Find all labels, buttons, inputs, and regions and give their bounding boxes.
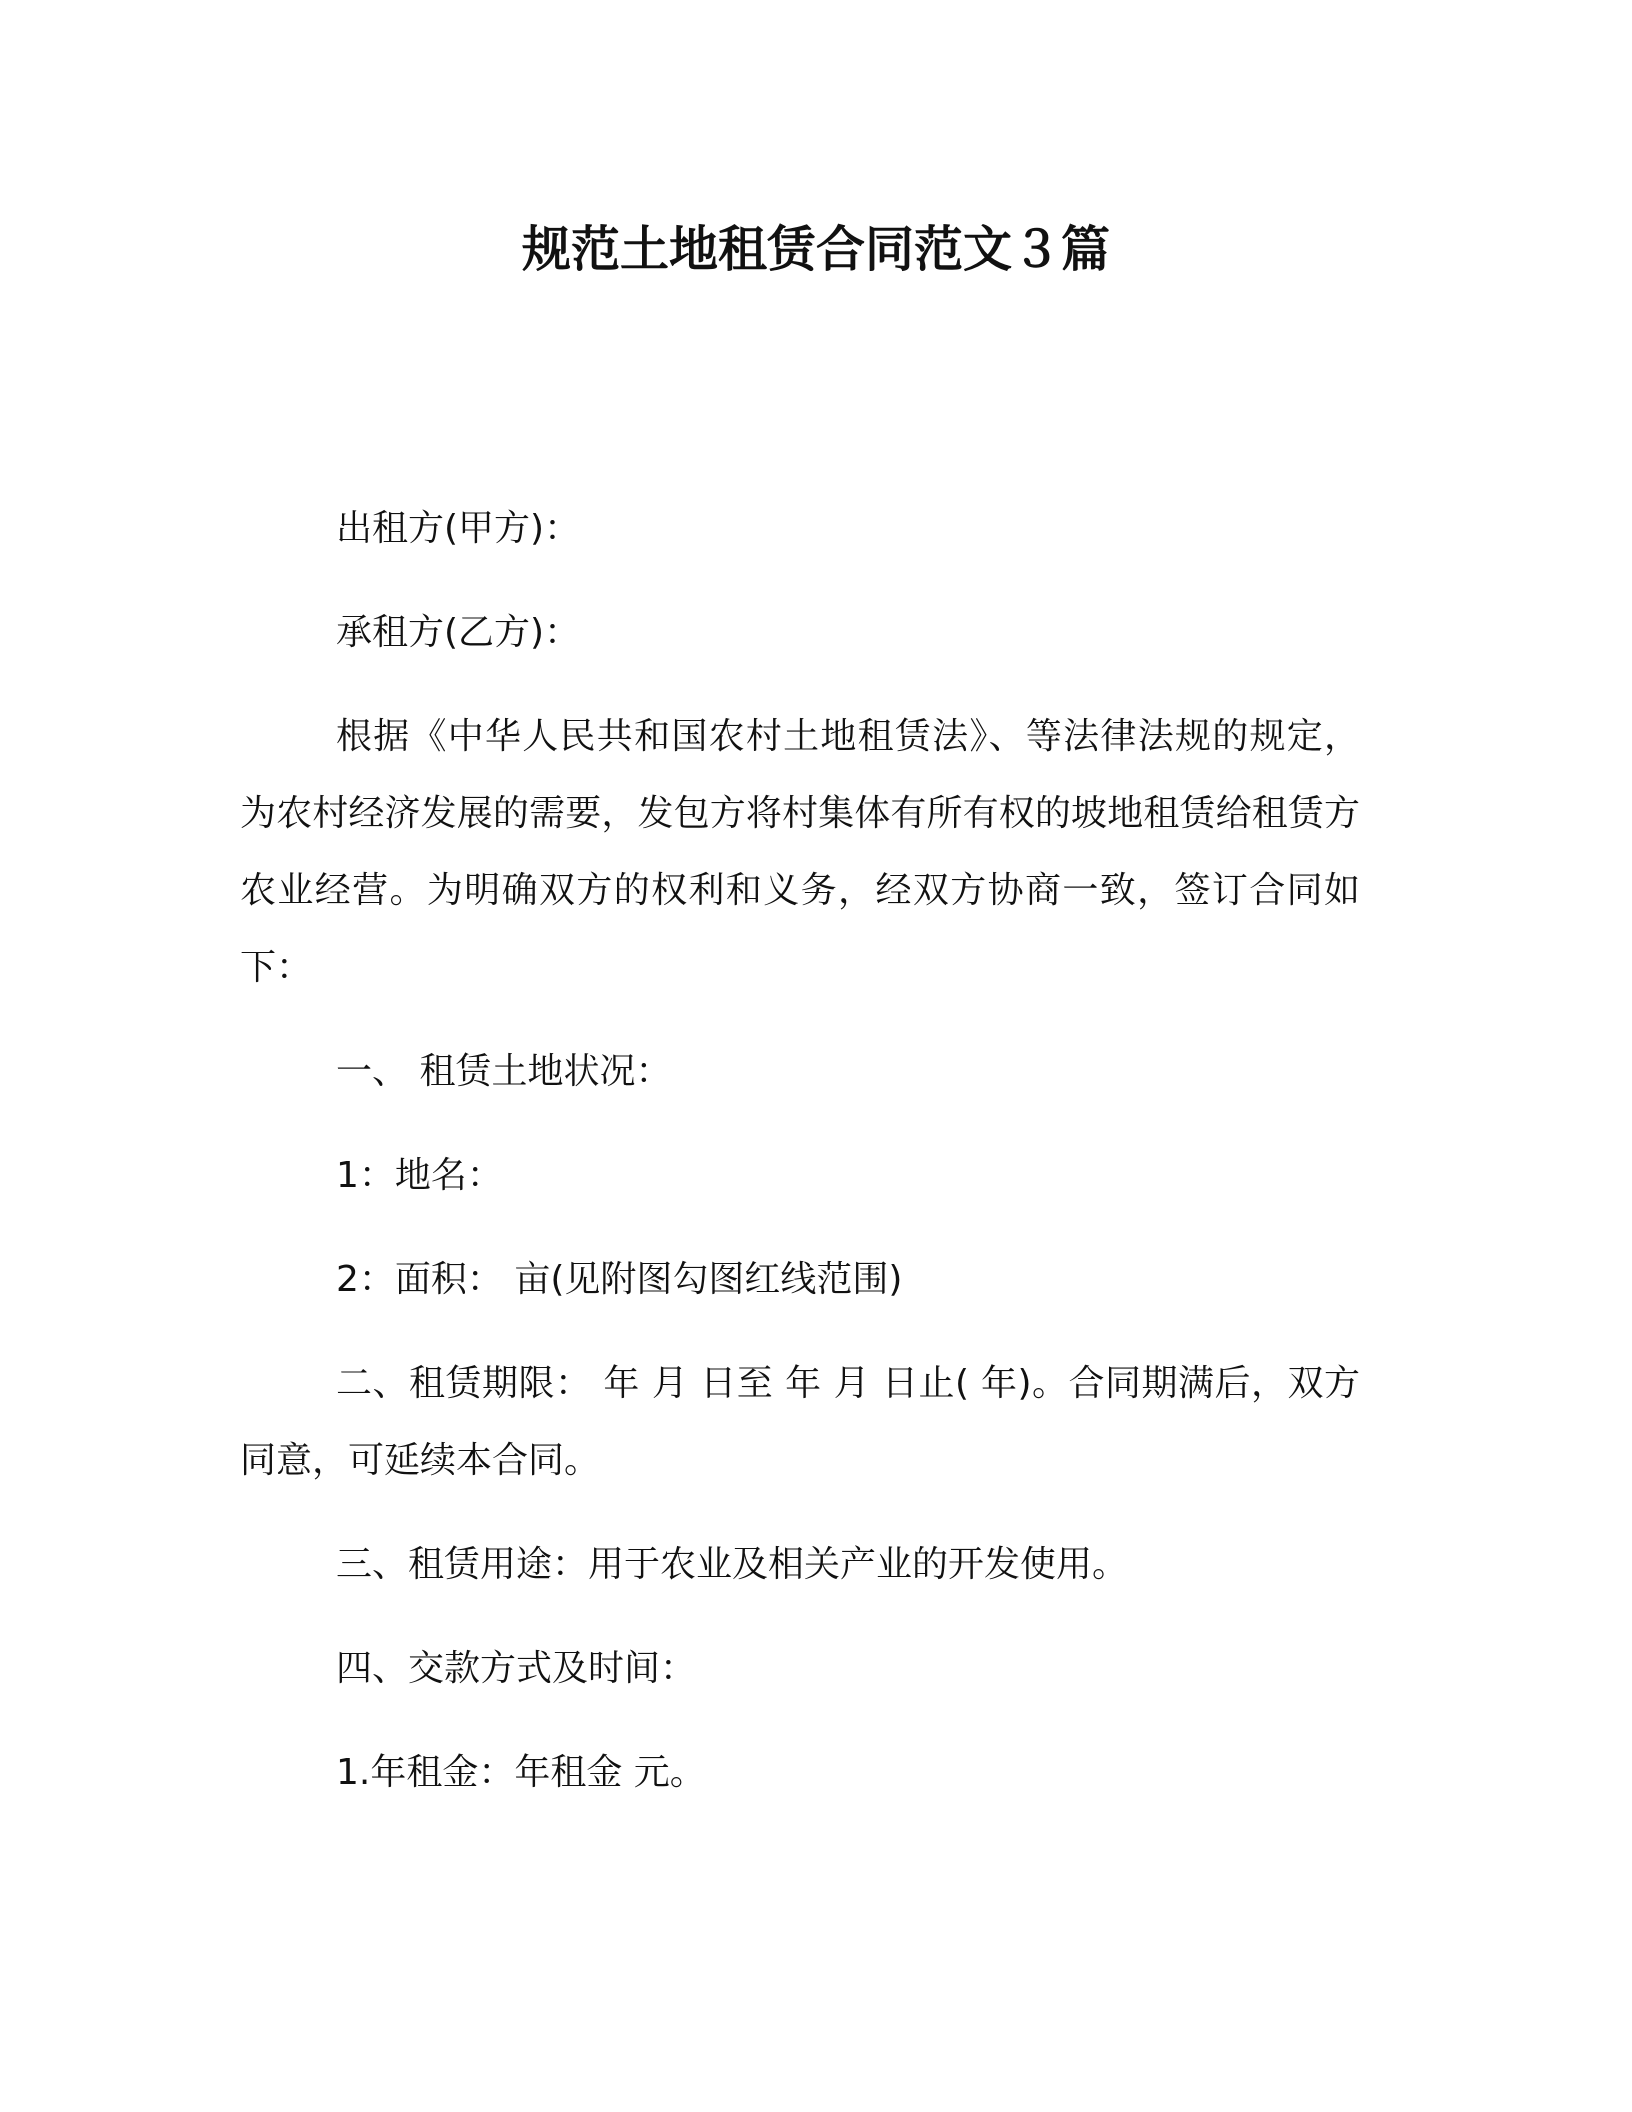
- item-annual-rent: 1.年租金：年租金 元。: [336, 1752, 706, 1793]
- paragraph-lessee: 承租方(乙方)：: [336, 612, 581, 653]
- item-area: 2：面积： 亩(见附图勾图红线范围): [336, 1259, 903, 1300]
- section-land-status: 一、 租赁土地状况：: [336, 1051, 672, 1092]
- document-title: 规范土地租赁合同范文３篇: [521, 221, 1110, 278]
- document-body: [240, 490, 1360, 1838]
- section-lease-purpose: 三、租赁用途：用于农业及相关产业的开发使用。: [336, 1544, 1129, 1585]
- paragraph-basis: 根据《中华人民共和国农村土地租赁法》、等法律法规的规定，为农村经济发展的需要，发包方将村集体有所有权的坡地租赁给租赁方农业经营。为明确双方的权利和义务，经双方协商一致，签订合同如下：: [240, 716, 1360, 988]
- section-payment: 四、交款方式及时间：: [336, 1648, 697, 1689]
- paragraph-lessor: 出租方(甲方)：: [336, 508, 581, 549]
- item-place-name: 1：地名：: [336, 1155, 503, 1196]
- section-lease-term: 二、租赁期限： 年 月 日至 年 月 日止( 年)。合同期满后，双方同意，可延续本合同。: [240, 1363, 1360, 1481]
